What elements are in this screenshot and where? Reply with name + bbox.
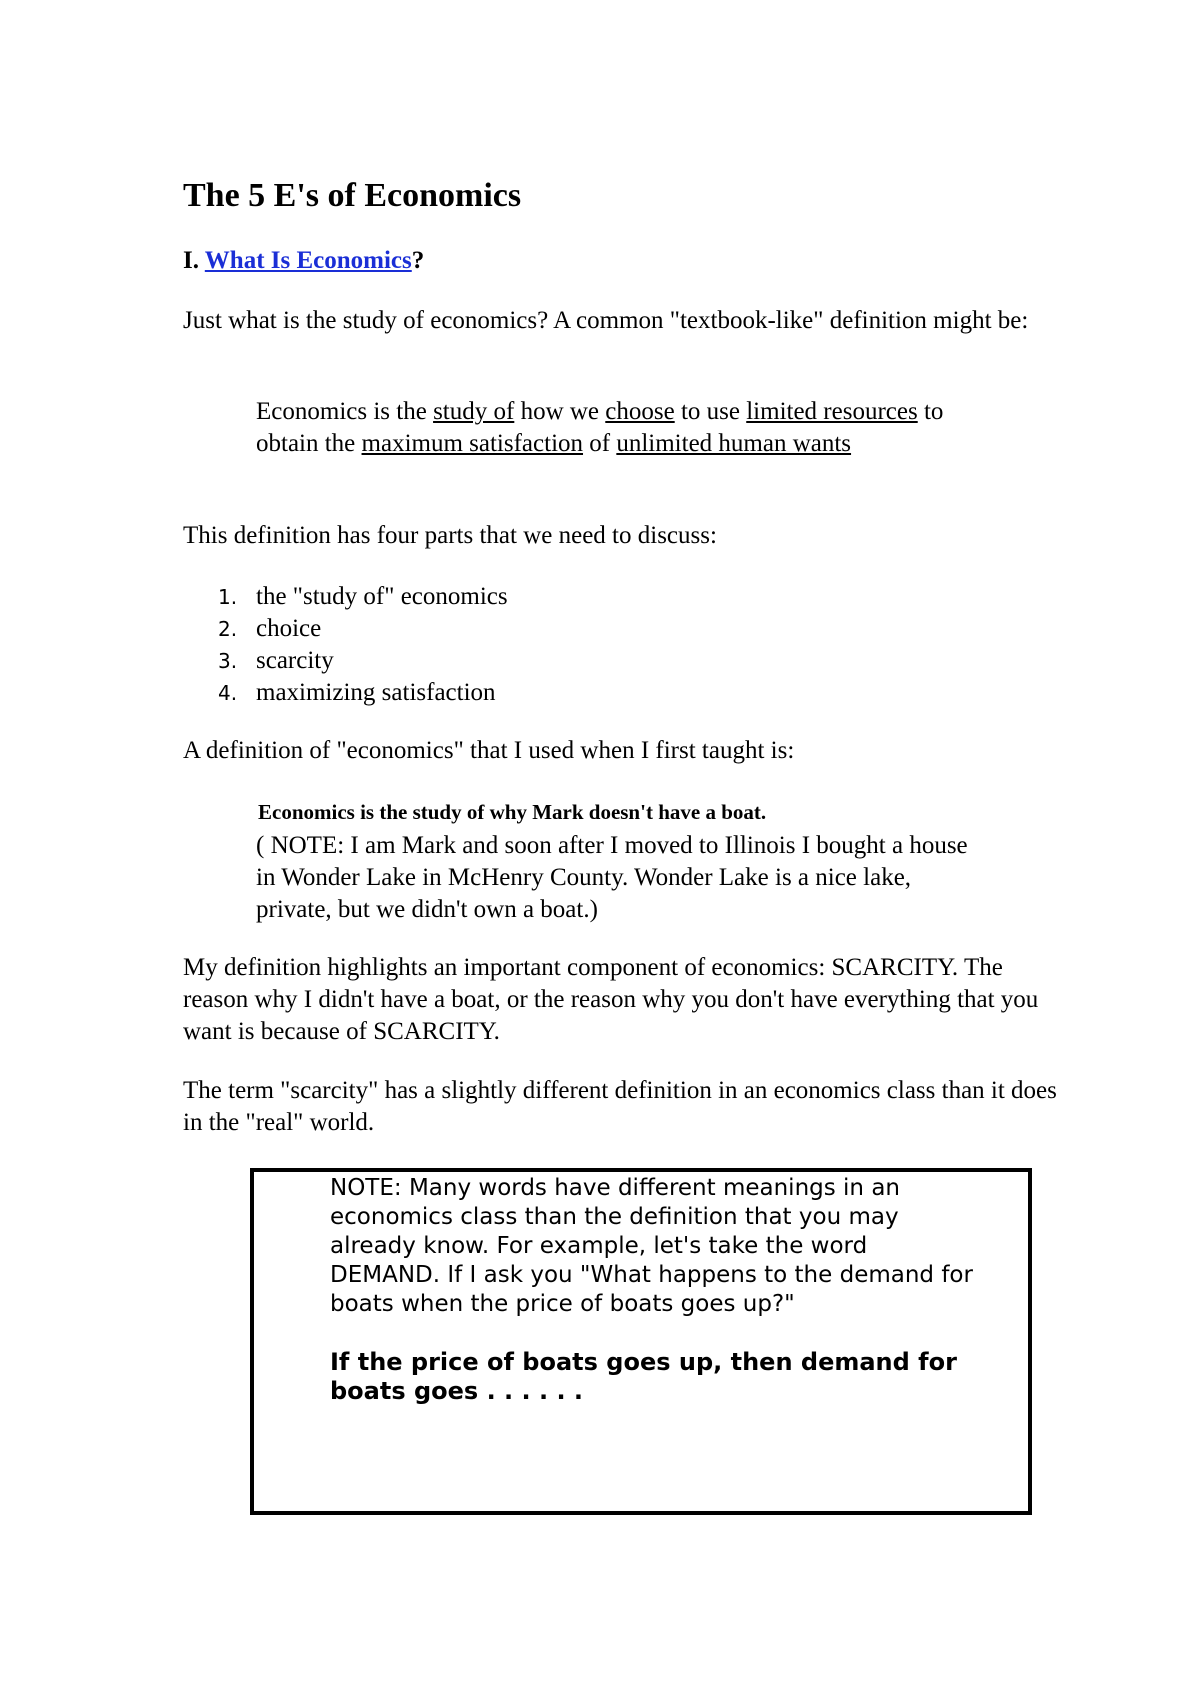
- def-text-4: to obtain the: [256, 398, 944, 457]
- def-text-5: of: [583, 430, 617, 457]
- note-box-question: If the price of boats goes up, then demand for boats goes . . . . . .: [330, 1348, 957, 1405]
- scarcity-term-paragraph: The term "scarcity" has a slightly different definition in an economics class than it does in the "real" world.: [183, 1077, 1057, 1136]
- def-text-2: how we: [514, 398, 606, 425]
- section-heading: [183, 244, 424, 278]
- textbook-definition: [256, 396, 956, 460]
- note-box-content: [330, 1174, 980, 1406]
- list-text: scarcity: [256, 647, 334, 674]
- list-number: 3.: [218, 649, 238, 673]
- alt-definition-intro: A definition of "economics" that I used when I first taught is:: [183, 737, 795, 764]
- boat-note: ( NOTE: I am Mark and soon after I moved to Illinois I bought a house in Wonder Lake in McHenry County. Wonder Lake is a nice lake, private, but we didn't own a boat.): [256, 832, 968, 923]
- section-number: I.: [183, 247, 199, 274]
- what-is-economics-link[interactable]: What Is Economics: [204, 247, 412, 274]
- section-suffix: ?: [411, 247, 425, 274]
- def-limited-resources: limited resources: [746, 398, 918, 425]
- note-box-text: NOTE: Many words have different meanings in an economics class than the definition that you may already know. For example, let's take the word DEMAND. If I ask you "What happens to the demand for boats when the price of boats goes up?": [330, 1175, 973, 1317]
- scarcity-paragraph: My definition highlights an important component of economics: SCARCITY. The reason why I didn't have a boat, or the reason why you don't have everything that you want is because of SCARCITY.: [183, 954, 1039, 1045]
- list-item: [218, 645, 956, 677]
- def-unlimited-human-wants: unlimited human wants: [616, 430, 852, 457]
- list-item: [218, 677, 956, 709]
- parts-list: [183, 581, 956, 709]
- page-title: The 5 E's of Economics: [183, 177, 522, 214]
- list-number: 1.: [218, 585, 238, 609]
- list-number: 2.: [218, 617, 238, 641]
- parts-intro: This definition has four parts that we need to discuss:: [183, 522, 717, 549]
- boat-definition: Economics is the study of why Mark doesn't have a boat.: [258, 800, 767, 824]
- list-text: maximizing satisfaction: [256, 679, 496, 706]
- def-choose: choose: [605, 398, 675, 425]
- intro-paragraph: Just what is the study of economics? A common "textbook-like" definition might be:: [183, 307, 1029, 334]
- list-item: [218, 581, 956, 613]
- list-text: the "study of" economics: [256, 583, 508, 610]
- def-study-of: study of: [433, 398, 515, 425]
- def-text-3: to use: [674, 398, 747, 425]
- list-item: [218, 613, 956, 645]
- list-number: 4.: [218, 681, 238, 705]
- def-text-1: Economics is the: [256, 398, 434, 425]
- def-maximum-satisfaction: maximum satisfaction: [361, 430, 584, 457]
- list-text: choice: [256, 615, 322, 642]
